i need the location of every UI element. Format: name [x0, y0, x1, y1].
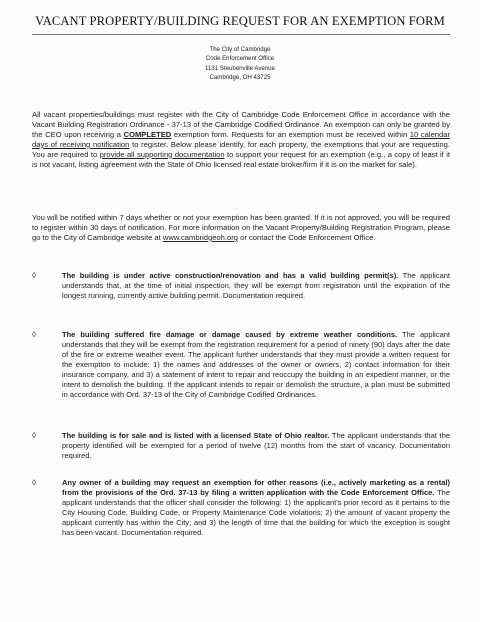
intro-supporting-docs: provide all supporting documentation: [99, 149, 225, 159]
option-description: The applicant understands that, at the time of initial inspection, they will be exempt from registration until the expiration of the longest running, currently active building permit. Documentation required.: [62, 271, 450, 300]
option-heading: The building suffered fire damage or damage caused by extreme weather conditions.: [62, 330, 398, 339]
form-title: VACANT PROPERTY/BUILDING REQUEST FOR AN EXEMPTION FORM: [35, 14, 445, 28]
option-heading: The building is under active construction/renovation and has a valid building permit(s).: [62, 271, 399, 280]
intro-completed: COMPLETED: [123, 129, 172, 139]
intro-text-2: exemption form. Requests for an exemption must be received within: [171, 129, 410, 139]
exemption-option-other-reasons: [32, 478, 450, 538]
option-text: [62, 271, 450, 301]
option-checkbox-icon[interactable]: ◊: [32, 431, 36, 440]
option-description: The applicant understands that the officer shall consider the following: 1) the applicant's prior record as it pertains to the City Housing Code, Building Code, or Property Maintenance Code violations; 2) the amount of vacant property the applicant currently has within the City; and 3) the length of time that the building for which the exception is sought has been vacant. Documentation required.: [62, 487, 451, 537]
intro-text-3: to register. Below please identify, for each property, the exemptions that your are requesting. You are required to: [32, 139, 450, 159]
option-description: The applicant understands that they will be exempt from the registration requirement for a period of ninety (90) days after the date of the fire or extreme weather event. The applicant further understands that they must provide a written request for the exemption to include: 1) the names and addresses of the owner or owners, 2) contact information for their insurance company, and 3) a statement of intent to repair and reoccupy the building in an expedient manner, or the intent to demolish the building. If the applicant intends to repair or demolish the structure, a plan must be submitted in accordance with Ord. 37-13 of the City of Cambridge Codified Ordinances.: [62, 330, 451, 399]
office-address: [0, 45, 480, 82]
address-line-2: Code Enforcement Office: [205, 55, 275, 63]
notify-text-2: or contact the Code Enforcement Office.: [238, 232, 376, 242]
option-checkbox-icon[interactable]: ◊: [32, 478, 36, 487]
website-link[interactable]: www.cambridgeoh.org: [162, 232, 238, 242]
notify-text-1: You will be notified within 7 days whether or not your exemption has been granted. If it is not approved, you will be required to register within 30 days of notification. For more information on the Vacant Property/Building Registration Program, please go to the City of Cambridge website at: [32, 213, 450, 242]
notification-paragraph: [32, 213, 450, 243]
exemption-option-construction: [32, 271, 450, 301]
option-checkbox-icon[interactable]: ◊: [32, 330, 36, 339]
intro-text-1: All vacant properties/buildings must register with the City of Cambridge Code Enforcement Office in accordance with the Vacant Building Registration Ordinance - 37-13 of the Cambridge Codified Ordinance. An exemption can only be granted by the CEO upon receiving a: [32, 110, 450, 139]
option-heading: The building is for sale and is listed with a licensed State of Ohio realtor.: [62, 431, 330, 440]
option-text: [62, 478, 450, 538]
option-checkbox-icon[interactable]: ◊: [32, 271, 36, 280]
address-line-3: 1131 Steubenville Avenue: [205, 64, 275, 72]
option-description: The applicant understands that the property identified will be exempted for a period of twelve (12) months from the start of vacancy. Documentation required.: [62, 431, 450, 460]
option-text: [62, 330, 450, 400]
option-text: [62, 431, 450, 461]
option-heading: Any owner of a building may request an exemption for other reasons (i.e., actively marketing as a rental) from the provisions of the Ord. 37-13 by filing a written application with the Code Enforcement Office.: [62, 478, 450, 497]
title-divider: [32, 34, 450, 35]
address-line-4: Cambridge, OH 43725: [209, 73, 271, 81]
intro-calendar-days: 10 calendar days of receiving notification: [32, 129, 450, 149]
address-line-1: The City of Cambridge: [209, 46, 271, 53]
intro-text-4: to support your request for an exemption (e.g., a copy of least if it is not vacant, listing agreement with the State of Ohio licensed real estate broker/firm if it is on the market for sale).: [32, 149, 450, 169]
exemption-option-for-sale: [32, 431, 450, 461]
exemption-option-fire-damage: [32, 330, 450, 400]
intro-paragraph: [32, 110, 450, 170]
